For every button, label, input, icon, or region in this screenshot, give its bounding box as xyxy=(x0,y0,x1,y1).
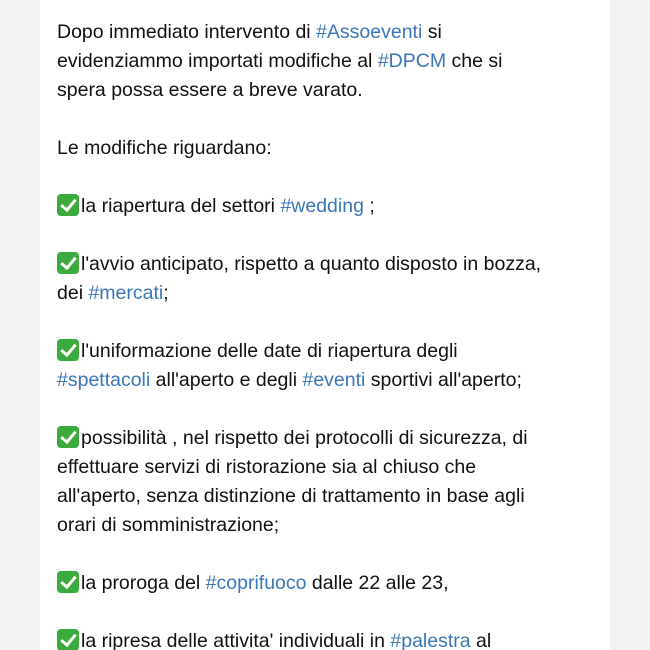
hashtag-palestra[interactable]: #palestra xyxy=(390,630,471,650)
hashtag-eventi[interactable]: #eventi xyxy=(302,369,366,391)
hashtag-spettacoli[interactable]: #spettacoli xyxy=(57,369,151,391)
text-span: che si xyxy=(446,50,503,72)
text-span: ; xyxy=(363,195,375,217)
text-span: sportivi all'aperto; xyxy=(365,369,522,391)
text-line xyxy=(57,337,617,366)
text-span: dalle 22 alle 23, xyxy=(306,572,449,594)
text-line: all'aperto, senza distinzione di trattamento in base agli xyxy=(57,485,525,507)
hashtag-coprifuoco[interactable]: #coprifuoco xyxy=(205,572,307,594)
list-item xyxy=(57,569,617,598)
text-span: ; xyxy=(163,282,169,304)
text-span: possibilità , nel rispetto dei protocolli di sicurezza, di xyxy=(81,427,528,449)
text-line: orari di somministrazione; xyxy=(57,514,280,536)
list-heading xyxy=(57,134,617,163)
text-line xyxy=(57,424,617,453)
text-span: la riapertura del settori xyxy=(81,195,281,217)
check-mark-icon xyxy=(57,252,79,274)
list-item xyxy=(57,627,617,650)
text-line xyxy=(57,569,617,598)
text-span: al xyxy=(470,630,492,650)
hashtag-wedding[interactable]: #wedding xyxy=(280,195,364,217)
text-span: si xyxy=(422,21,442,43)
text-span: la proroga del xyxy=(81,572,206,594)
text-span: Dopo immediato intervento di xyxy=(57,21,317,43)
list-item xyxy=(57,424,617,540)
check-mark-icon xyxy=(57,194,79,216)
text-line: spera possa essere a breve varato. xyxy=(57,79,363,101)
list-item xyxy=(57,250,617,308)
post-body xyxy=(57,18,617,650)
text-span: l'avvio anticipato, rispetto a quanto disposto in bozza, xyxy=(81,253,542,275)
text-span: all'aperto e degli xyxy=(150,369,303,391)
check-mark-icon xyxy=(57,339,79,361)
hashtag-assoeventi[interactable]: #Assoeventi xyxy=(316,21,423,43)
text-line xyxy=(57,366,617,395)
text-line xyxy=(57,627,617,650)
check-mark-icon xyxy=(57,571,79,593)
text-span: la ripresa delle attivita' individuali in xyxy=(81,630,391,650)
text-line xyxy=(57,47,617,76)
check-mark-icon xyxy=(57,426,79,448)
intro-paragraph xyxy=(57,18,617,105)
text-line xyxy=(57,192,617,221)
text-line xyxy=(57,279,617,308)
text-line: effettuare servizi di ristorazione sia al chiuso che xyxy=(57,456,477,478)
check-mark-icon xyxy=(57,629,79,650)
text-line xyxy=(57,250,617,279)
hashtag-mercati[interactable]: #mercati xyxy=(88,282,164,304)
text-line xyxy=(57,18,617,47)
list-item xyxy=(57,192,617,221)
text-span: evidenziammo importati modifiche al xyxy=(57,50,378,72)
text-span: l'uniformazione delle date di riapertura degli xyxy=(81,340,458,362)
text-line: Le modifiche riguardano: xyxy=(57,137,272,159)
text-span: dei xyxy=(57,282,89,304)
list-item xyxy=(57,337,617,395)
hashtag-dpcm[interactable]: #DPCM xyxy=(377,50,447,72)
